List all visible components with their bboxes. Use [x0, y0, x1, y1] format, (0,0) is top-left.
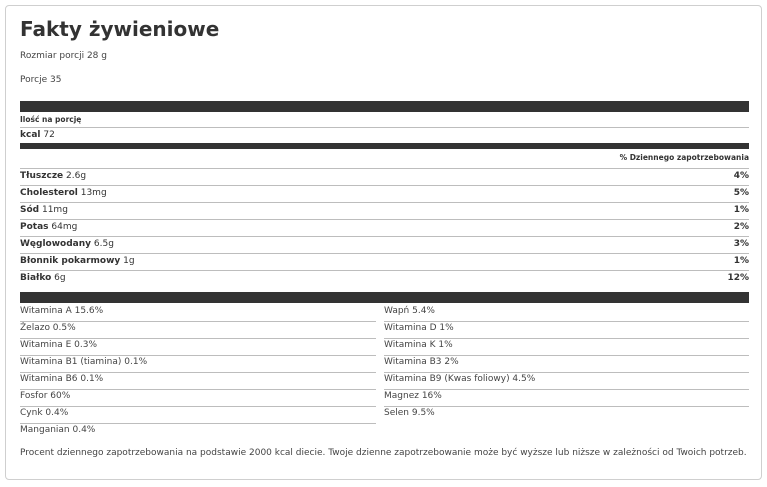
- vitamin-item: Manganian 0.4%: [20, 425, 96, 435]
- nutrient-name: Błonnik pokarmowy: [20, 256, 121, 266]
- vitamin-item: Witamina K 1%: [384, 340, 453, 350]
- medium-divider: [20, 143, 749, 149]
- calories-value: 72: [43, 130, 55, 140]
- vitamin-divider: [384, 338, 749, 339]
- vitamin-item: Witamina B3 2%: [384, 357, 459, 367]
- nutrient-name: Węglowodany: [20, 239, 92, 249]
- vitamin-divider: [20, 423, 376, 424]
- nutrient-daily-value: 12%: [727, 273, 749, 283]
- nutrient-daily-value: 5%: [733, 188, 749, 198]
- nutrient-daily-value: 2%: [733, 222, 749, 232]
- nutrient-daily-value: 1%: [733, 205, 749, 215]
- vitamin-item: Cynk 0.4%: [20, 408, 69, 418]
- page-title: Fakty żywieniowe: [20, 17, 220, 41]
- nutrient-divider: [20, 202, 749, 203]
- nutrient-daily-value: 4%: [733, 171, 749, 181]
- nutrient-amount: 6.5g: [93, 239, 114, 249]
- nutrient-label: [20, 171, 86, 181]
- footnote: Procent dziennego zapotrzebowania na podstawie 2000 kcal diecie. Twoje dzienne zapotrzebowanie może być wyższe lub niższe w zależności od Twoich potrzeb.: [20, 448, 747, 458]
- nutrient-divider: [20, 270, 749, 271]
- vitamin-divider: [20, 406, 376, 407]
- nutrient-amount: 6g: [54, 273, 66, 283]
- nutrient-name: Sód: [20, 205, 40, 215]
- vitamin-divider: [20, 355, 376, 356]
- vitamin-divider: [20, 372, 376, 373]
- nutrient-name: Cholesterol: [20, 188, 78, 198]
- vitamin-item: Witamina B9 (Kwas foliowy) 4.5%: [384, 374, 536, 384]
- vitamin-item: Żelazo 0.5%: [20, 323, 76, 333]
- nutrient-divider: [20, 219, 749, 220]
- vitamin-item: Witamina B6 0.1%: [20, 374, 104, 384]
- vitamin-divider: [384, 321, 749, 322]
- thick-divider-top: [20, 101, 749, 112]
- nutrient-name: Tłuszcze: [20, 171, 64, 181]
- vitamin-divider: [20, 321, 376, 322]
- divider: [20, 127, 749, 128]
- thick-divider-vitamins: [20, 292, 749, 303]
- vitamin-item: Wapń 5.4%: [384, 306, 435, 316]
- nutrient-daily-value: 1%: [733, 256, 749, 266]
- vitamin-divider: [384, 355, 749, 356]
- nutrient-label: [20, 205, 68, 215]
- nutrient-amount: 11mg: [41, 205, 68, 215]
- nutrient-label: [20, 188, 107, 198]
- nutrient-label: [20, 273, 66, 283]
- servings-count: Porcje 35: [20, 75, 62, 85]
- daily-value-header: % Dziennego zapotrzebowania: [619, 153, 749, 162]
- vitamin-divider: [20, 338, 376, 339]
- nutrient-divider: [20, 253, 749, 254]
- amount-per-serving-label: Ilość na porcję: [20, 115, 82, 124]
- nutrient-label: [20, 256, 135, 266]
- vitamin-divider: [384, 389, 749, 390]
- vitamin-item: Witamina D 1%: [384, 323, 454, 333]
- nutrient-name: Białko: [20, 273, 52, 283]
- nutrient-divider: [20, 168, 749, 169]
- nutrient-amount: 13mg: [80, 188, 107, 198]
- nutrient-label: [20, 239, 114, 249]
- vitamin-divider: [20, 389, 376, 390]
- vitamin-item: Magnez 16%: [384, 391, 442, 401]
- nutrient-label: [20, 222, 77, 232]
- vitamin-item: Fosfor 60%: [20, 391, 71, 401]
- nutrient-divider: [20, 236, 749, 237]
- vitamin-item: Witamina B1 (tiamina) 0.1%: [20, 357, 148, 367]
- serving-size: Rozmiar porcji 28 g: [20, 51, 107, 61]
- nutrient-amount: 64mg: [51, 222, 78, 232]
- nutrient-amount: 1g: [123, 256, 135, 266]
- nutrition-facts-panel: [5, 5, 762, 480]
- calories-label: kcal: [20, 130, 41, 140]
- nutrient-daily-value: 3%: [733, 239, 749, 249]
- calories-row: [20, 130, 55, 140]
- vitamin-divider: [384, 406, 749, 407]
- vitamin-item: Witamina A 15.6%: [20, 306, 104, 316]
- nutrient-name: Potas: [20, 222, 49, 232]
- vitamin-item: Witamina E 0.3%: [20, 340, 98, 350]
- nutrient-row: [20, 273, 749, 290]
- nutrient-divider: [20, 185, 749, 186]
- nutrient-amount: 2.6g: [66, 171, 87, 181]
- vitamin-divider: [384, 372, 749, 373]
- vitamin-item: Selen 9.5%: [384, 408, 435, 418]
